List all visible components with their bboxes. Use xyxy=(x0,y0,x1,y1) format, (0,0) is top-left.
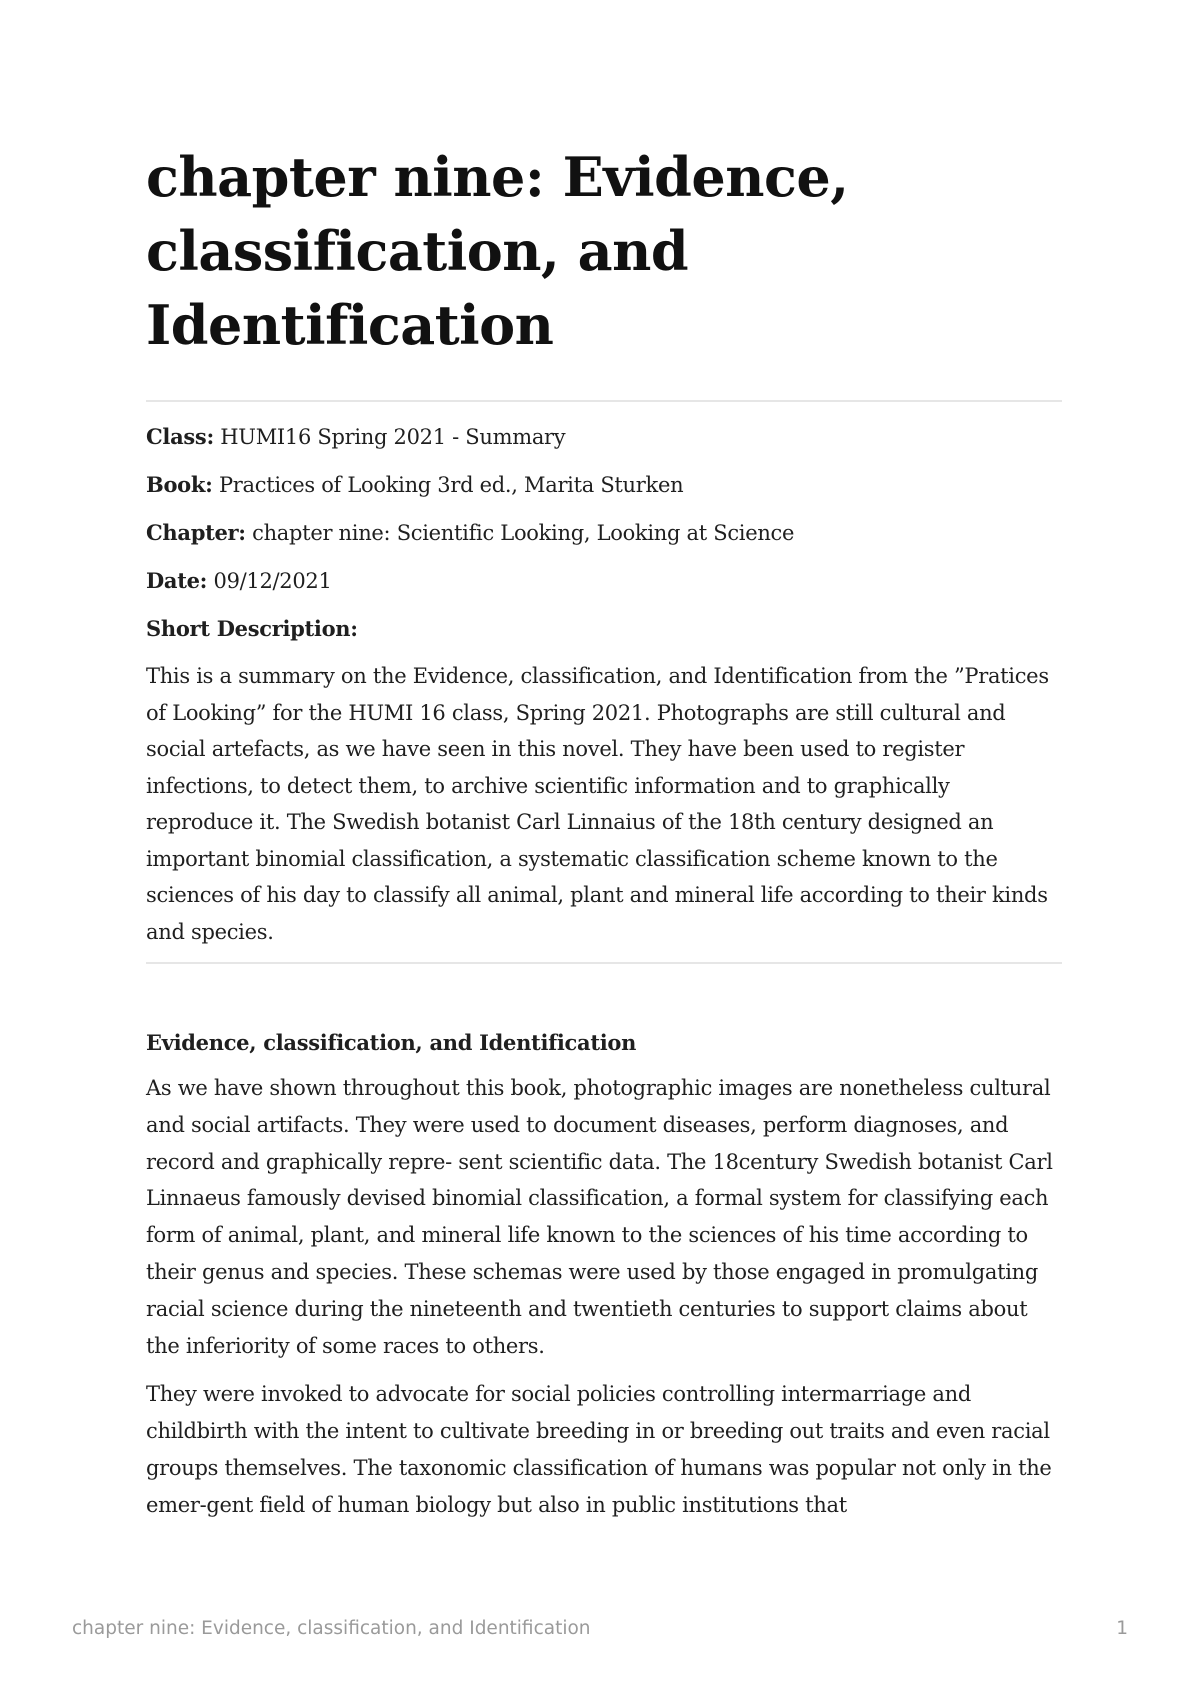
short-description-label: Short Description: xyxy=(146,616,358,641)
meta-chapter xyxy=(146,518,1062,548)
page-number: 1 xyxy=(1116,1618,1128,1639)
meta-date xyxy=(146,566,1062,596)
meta-class-value: HUMI16 Spring 2021 - Summary xyxy=(213,425,566,449)
metadata-block xyxy=(146,400,1062,964)
meta-book-label: Book: xyxy=(146,472,213,497)
footer-title: chapter nine: Evidence, classification, and Identification xyxy=(72,1618,591,1639)
meta-class xyxy=(146,422,1062,452)
meta-date-value: 09/12/2021 xyxy=(207,569,332,593)
meta-chapter-value: chapter nine: Scientific Looking, Looking at Science xyxy=(245,521,795,545)
page-title: chapter nine: Evidence, classification, and Identification xyxy=(146,145,849,357)
meta-class-label: Class: xyxy=(146,424,214,449)
meta-date-label: Date: xyxy=(146,568,208,593)
page-footer xyxy=(72,1618,1128,1639)
body-paragraph-1: As we have shown throughout this book, photographic images are nonetheless cultural and social artifacts. They were used to document diseases, perform diagnoses, and record and graphically repre- sent scientific data. The 18century Swedish botanist Carl Linnaeus famously devised binomial classification, a formal system for classifying each form of animal, plant, and mineral life known to the sciences of his time according to their genus and species. These schemas were used by those engaged in promulgating racial science during the nineteenth and twentieth centuries to support claims about the inferiority of some races to others. xyxy=(146,1076,1053,1358)
meta-chapter-label: Chapter: xyxy=(146,520,246,545)
meta-book xyxy=(146,470,1062,500)
page-content xyxy=(146,140,1062,1536)
body-paragraph-2: They were invoked to advocate for social policies controlling intermarriage and childbirth with the intent to cultivate breeding in or breeding out traits and even racial groups themselves. The taxonomic classification of humans was popular not only in the emer-gent field of human biology but also in public institutions that xyxy=(146,1382,1052,1517)
section-heading: Evidence, classification, and Identification xyxy=(146,1030,637,1055)
meta-book-value: Practices of Looking 3rd ed., Marita Sturken xyxy=(212,473,684,497)
short-description-text: This is a summary on the Evidence, classification, and Identification from the ”Pratices of Looking” for the HUMI 16 class, Spring 2021. Photographs are still cultural and social artefacts, as we have seen in this novel. They have been used to register infections, to detect them, to archive scientific information and to graphically reproduce it. The Swedish botanist Carl Linnaius of the 18th century designed an important binomial classification, a systematic classification scheme known to the sciences of his day to classify all animal, plant and mineral life according to their kinds and species. xyxy=(146,664,1049,944)
